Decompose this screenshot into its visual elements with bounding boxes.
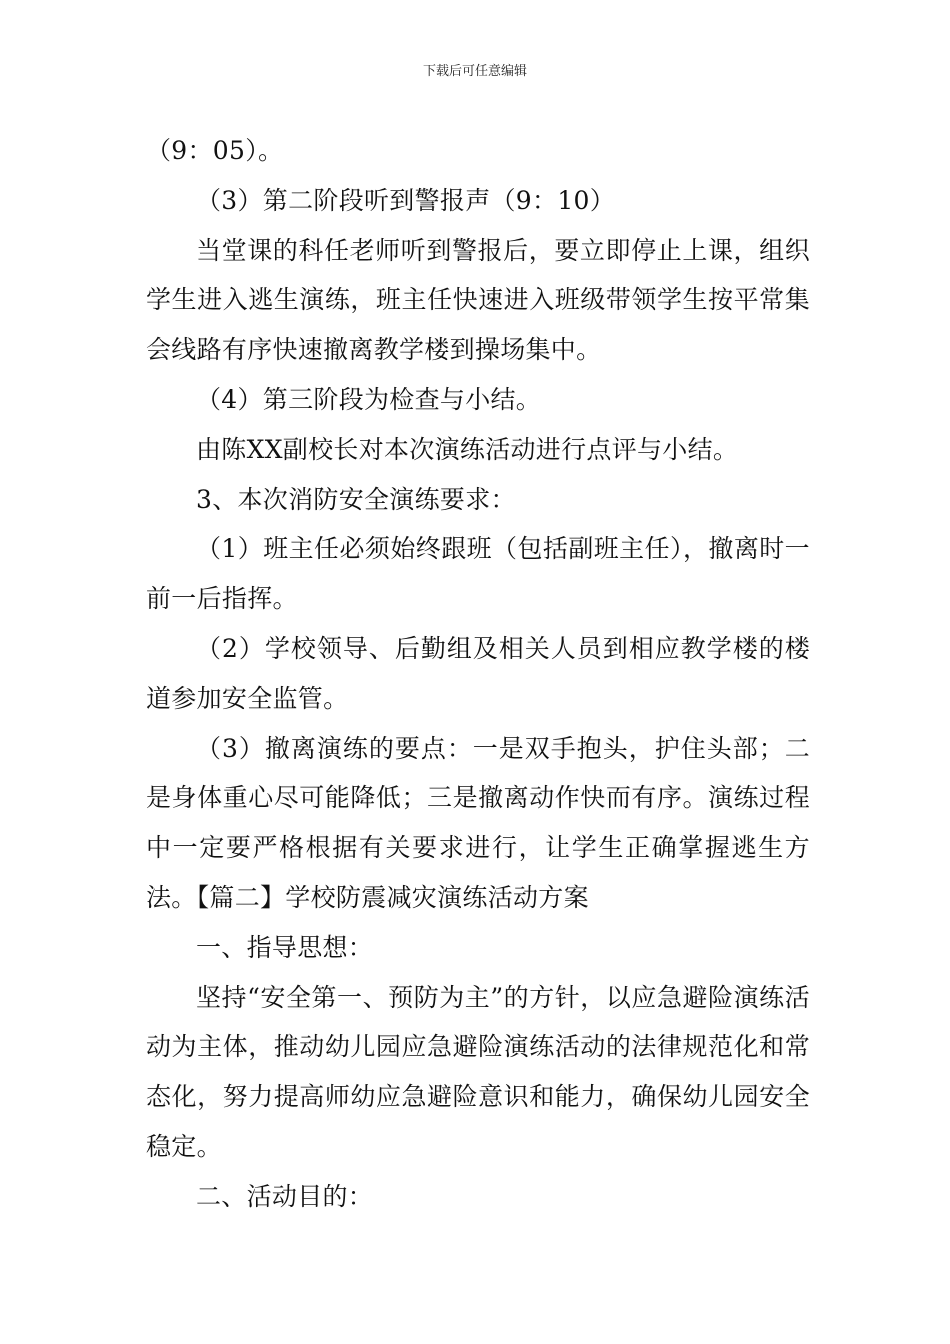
- section-heading-purpose: 二、活动目的：: [196, 1181, 374, 1211]
- page-header: 下载后可任意编辑: [422, 64, 527, 79]
- paragraph-principal-review: 由陈XX副校长对本次演练活动进行点评与小结。: [196, 434, 739, 464]
- document-body: [146, 126, 810, 1222]
- paragraph-stage-three: （4）第三阶段为检查与小结。: [196, 384, 542, 414]
- paragraph-requirement-3: （3）撤离演练的要点：一是双手抱头，护住头部；二是身体重心尽可能降低；三是撤离动作快而有序。演练过程中一定要严格根据有关要求进行，让学生正确掌握逃生方法。【篇二】学校防震减灾演练活动方案: [146, 733, 810, 912]
- paragraph-stage-two: （3）第二阶段听到警报声（9：10）: [196, 185, 616, 215]
- paragraph-teacher-action: 当堂课的科任老师听到警报后，要立即停止上课，组织学生进入逃生演练，班主任快速进入班级带领学生按平常集会线路有序快速撤离教学楼到操场集中。: [146, 235, 810, 365]
- paragraph-guiding-thought: 坚持“安全第一、预防为主”的方针，以应急避险演练活动为主体，推动幼儿园应急避险演练活动的法律规范化和常态化，努力提高师幼应急避险意识和能力，确保幼儿园安全稳定。: [146, 982, 810, 1161]
- section-heading-guiding-thought: 一、指导思想：: [196, 932, 374, 962]
- paragraph-requirement-1: （1）班主任必须始终跟班（包括副班主任），撤离时一前一后指挥。: [146, 534, 810, 614]
- paragraph-time-0905: （9：05）。: [146, 136, 284, 165]
- paragraph-requirement-2: （2）学校领导、后勤组及相关人员到相应教学楼的楼道参加安全监管。: [146, 633, 810, 713]
- section-heading-requirements: 3、本次消防安全演练要求：: [196, 484, 516, 514]
